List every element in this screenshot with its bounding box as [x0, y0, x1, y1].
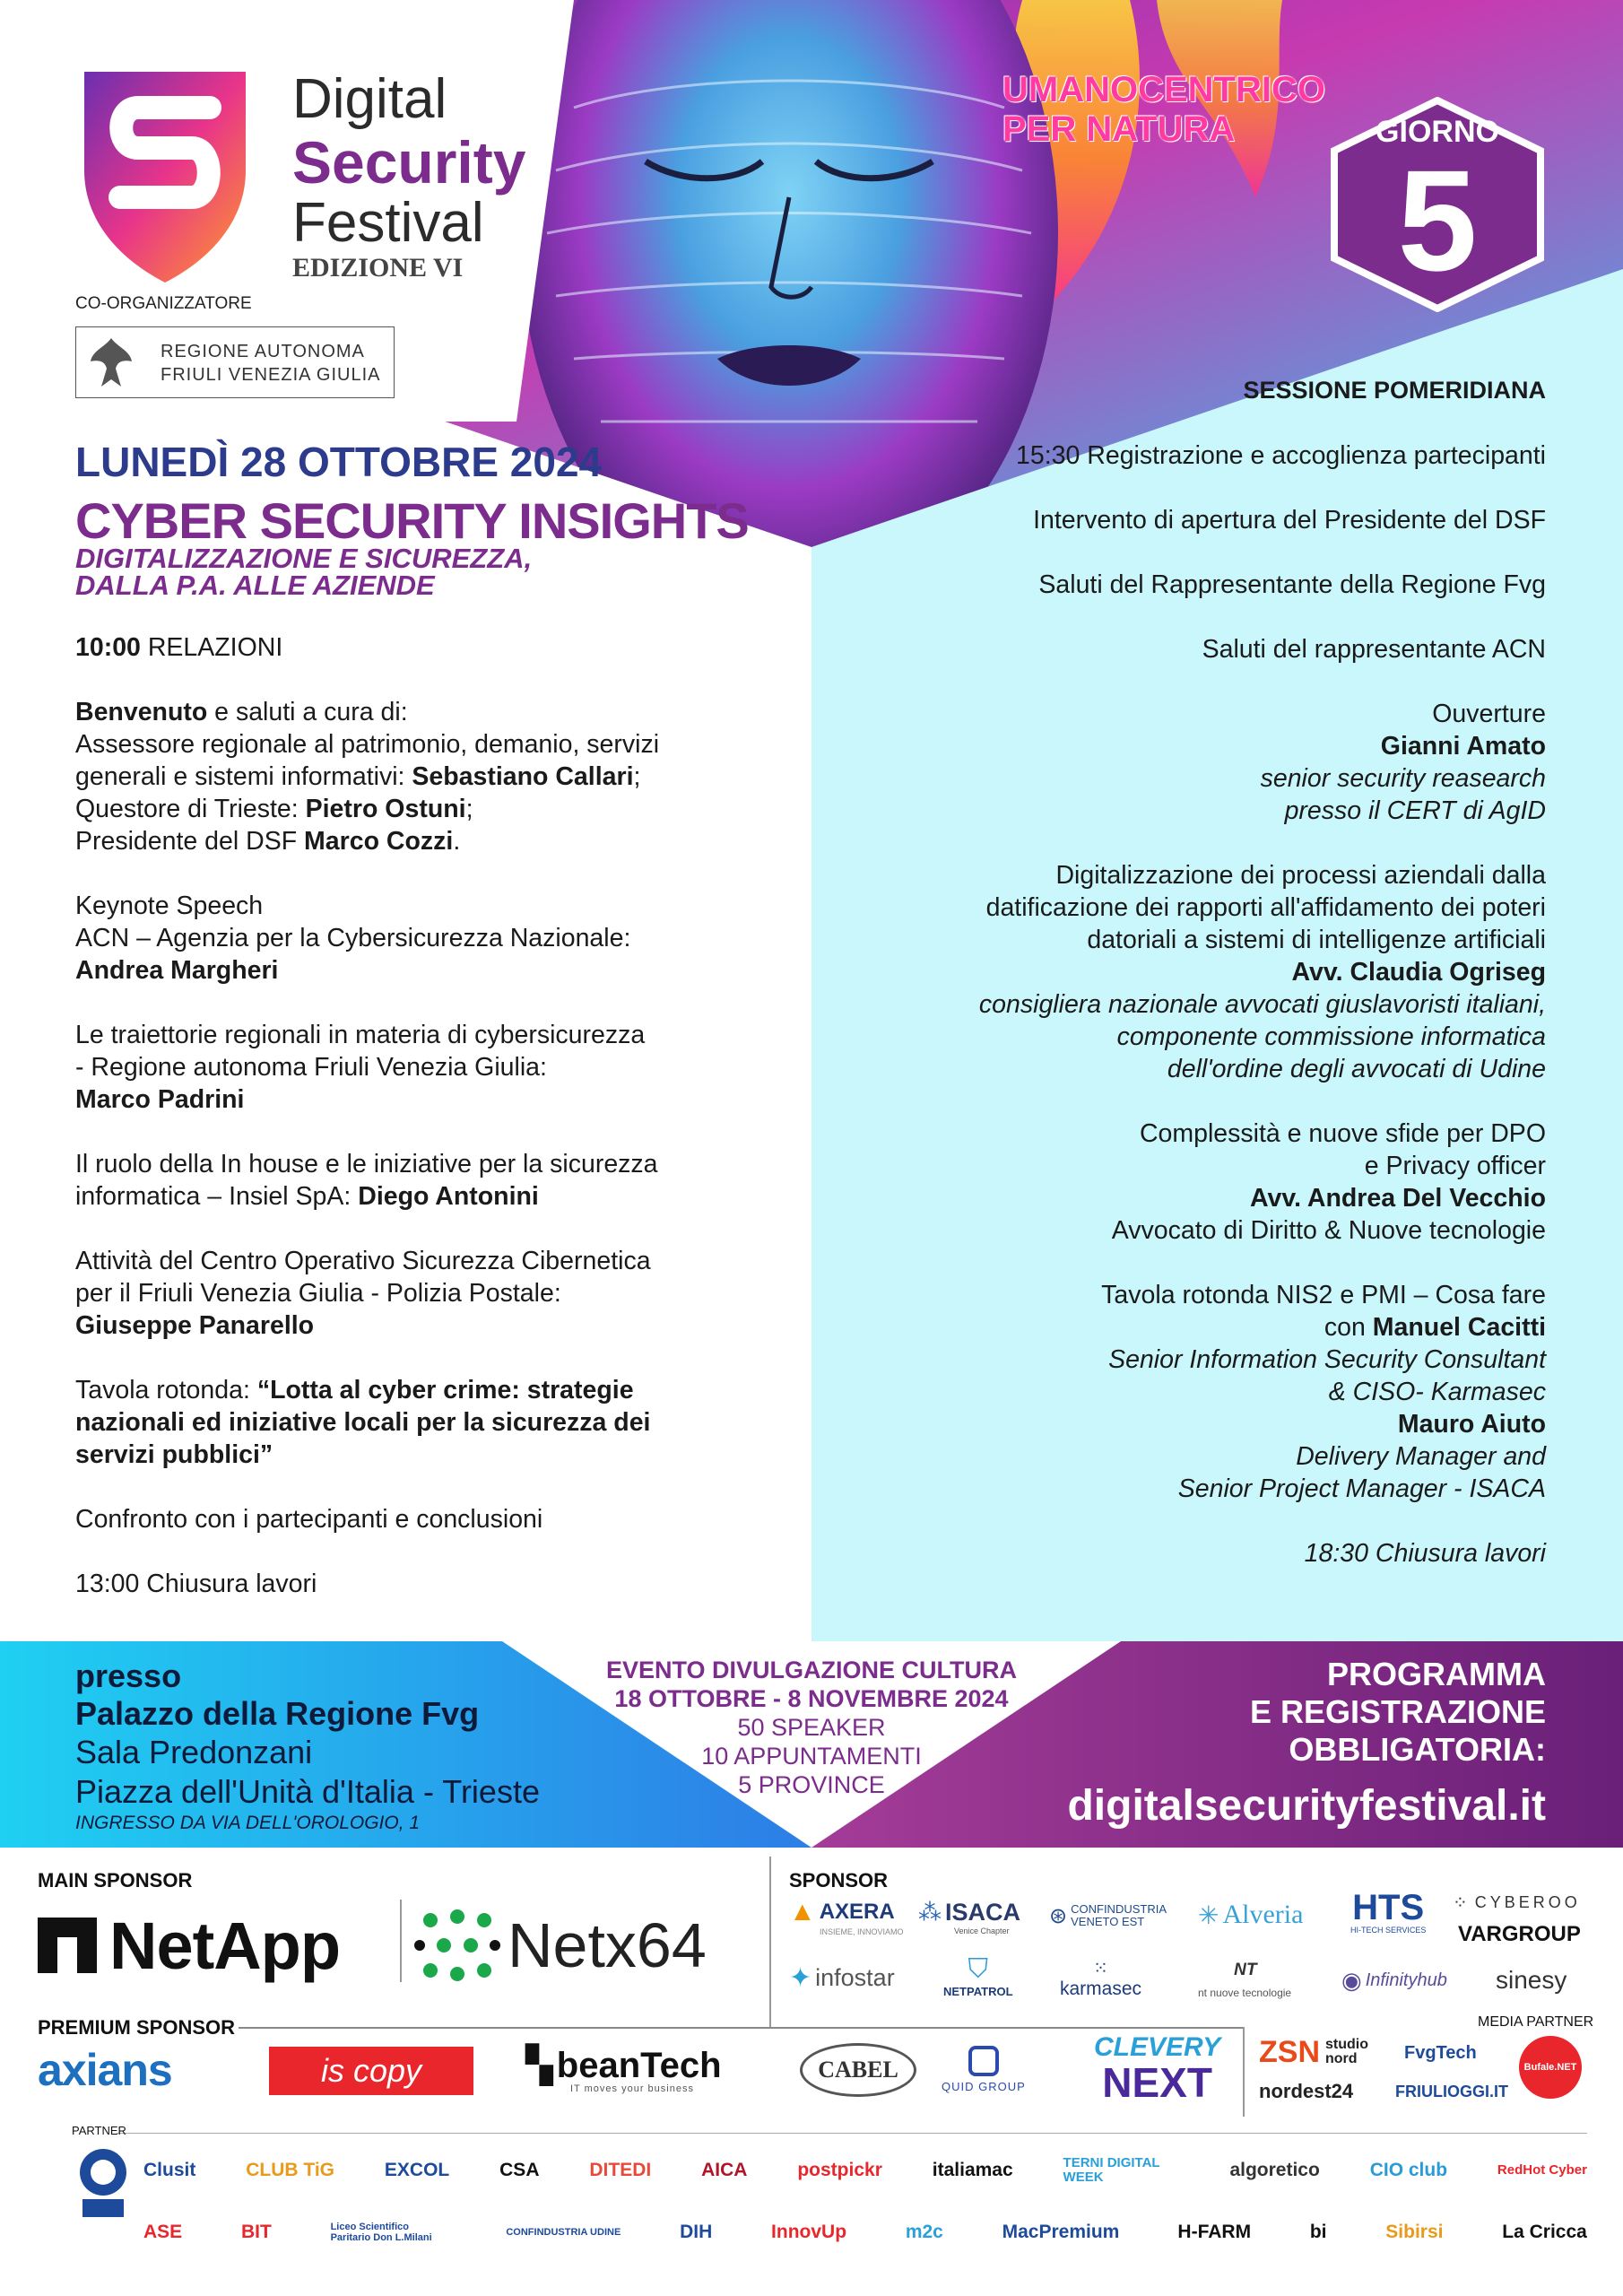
venue-place: Palazzo della Regione Fvg	[75, 1695, 480, 1732]
sponsor-label: SPONSOR	[789, 1869, 889, 1892]
welcome-l4c: ;	[465, 795, 473, 823]
beantech-logo	[525, 2043, 722, 2099]
partner-logo-innovup: InnovUp	[771, 2222, 847, 2243]
nt-icon: ᴺᵀ	[1233, 1959, 1256, 1987]
ouverture-role1	[793, 762, 1546, 795]
tavola-line1	[75, 1374, 793, 1406]
welcome-l3c: ;	[633, 762, 641, 791]
nis-l2a: con	[1324, 1313, 1373, 1342]
traj-line2: - Regione autonoma Friuli Venezia Giulia:	[75, 1053, 547, 1082]
alveria-logo	[1198, 1892, 1303, 1937]
speaker-callari: Sebastiano Callari	[412, 762, 634, 791]
speaker-ogriseg	[793, 956, 1546, 988]
welcome-line3	[75, 761, 793, 793]
tavola-l3: servizi pubblici”	[75, 1440, 273, 1469]
cyberoo-icon: ⁘	[1453, 1892, 1468, 1913]
premium-rule	[239, 2027, 1243, 2029]
axera-subtext: INSIEME, INNOVIAMO	[820, 1927, 904, 1936]
isaca-subtext: Venice Chapter	[954, 1926, 1010, 1935]
tavola-l1a: Tavola rotonda:	[75, 1376, 257, 1405]
partner-logo-italiamac: italiamac	[932, 2160, 1013, 2181]
tavola-l2: nazionali ed iniziative locali per la sicurezza dei	[75, 1408, 651, 1437]
aiuto-role1: Delivery Manager and	[1296, 1442, 1546, 1471]
cabel-text: CABEL	[818, 2057, 898, 2083]
confronto-line: Confronto con i partecipanti e conclusioni	[75, 1505, 543, 1534]
partner-logo-confindustria-udine: CONFINDUSTRIA UDINE	[506, 2226, 621, 2238]
welcome-bold: Benvenuto	[75, 698, 208, 726]
promo-block	[538, 1656, 1085, 1799]
fvgtech-logo	[1404, 2038, 1477, 2068]
venue-presso: presso	[75, 1657, 182, 1694]
day-number: 5	[1397, 140, 1478, 300]
event-subtitle	[75, 545, 532, 599]
isaca-icon: ⁂	[918, 1898, 942, 1926]
partner-logo-cio-club: CIO club	[1369, 2160, 1448, 2181]
dpo-line2: e Privacy officer	[1364, 1152, 1546, 1180]
netapp-text: NetApp	[109, 1908, 341, 1983]
partner-logo-csa: CSA	[499, 2160, 540, 2181]
speaker-ogriseg-name: Avv. Claudia Ogriseg	[1291, 958, 1546, 987]
partner-logo-redhot-cyber: RedHot Cyber	[1497, 2161, 1587, 2178]
dig-role3	[793, 1053, 1546, 1085]
inhouse-l2a: informatica – Insiel SpA:	[75, 1182, 359, 1211]
partner-logo-macpremium: MacPremium	[1002, 2222, 1120, 2243]
venue-room: Sala Predonzani	[75, 1734, 313, 1770]
axians-text: axians	[38, 2045, 172, 2095]
ogriseg-role3: dell'ordine degli avvocati di Udine	[1167, 1055, 1546, 1083]
afternoon-item3: Saluti del rappresentante ACN	[1202, 635, 1546, 664]
alveria-icon: ✳	[1198, 1900, 1219, 1929]
partner-logo-clusit: Clusit	[143, 2160, 196, 2181]
sponsor-divider-3	[1243, 2027, 1245, 2117]
eagle-icon	[87, 335, 135, 392]
netx64-icon	[412, 1909, 502, 1981]
venue-entrance: INGRESSO DA VIA DELL'OROLOGIO, 1	[75, 1813, 421, 1833]
infostar-text: infostar	[815, 1963, 895, 1991]
netpatrol-icon: ⛉	[968, 1953, 988, 1984]
welcome-line4	[75, 793, 793, 825]
nis-role3	[793, 1440, 1546, 1473]
infinityhub-icon: ◉	[1341, 1966, 1362, 1994]
inhouse-line2	[75, 1180, 793, 1213]
morning-program	[75, 631, 793, 1600]
speaker-padrini: Marco Padrini	[75, 1085, 245, 1114]
logo-word-festival: Festival	[292, 192, 484, 254]
partner-logo-ase: ASE	[143, 2222, 183, 2243]
promo-line2: 18 OTTOBRE - 8 NOVEMBRE 2024	[614, 1685, 1009, 1712]
axera-logo	[789, 1894, 904, 1939]
promo-line3: 50 SPEAKER	[737, 1714, 886, 1741]
cacitti-role1: Senior Information Security Consultant	[1108, 1345, 1546, 1374]
welcome-l3a: generali e sistemi informativi:	[75, 762, 412, 791]
registration-text: Registrazione e accoglienza partecipanti	[1080, 441, 1546, 470]
afternoon-closing	[793, 1537, 1546, 1570]
speaker-delvecchio-name: Avv. Andrea Del Vecchio	[1250, 1184, 1546, 1213]
dig-line2: datificazione dei rapporti all'affidamento dei poteri	[985, 893, 1546, 922]
shield-logo-icon	[75, 63, 255, 287]
dpo-role: Avvocato di Diritto & Nuove tecnologie	[1111, 1216, 1546, 1245]
sinesy-text: sinesy	[1496, 1966, 1567, 1994]
nis-line1: Tavola rotonda NIS2 e PMI – Cosa fare	[1101, 1281, 1546, 1309]
hts-text: HTS	[1352, 1888, 1425, 1927]
partner-logo-la-cricca: La Cricca	[1502, 2222, 1587, 2243]
quid-text: QUID GROUP	[942, 2079, 1026, 2093]
welcome-line1	[75, 696, 793, 728]
beantech-text: beanTech	[556, 2046, 722, 2085]
netx64-logo	[412, 1907, 707, 1984]
dig-line1: Digitalizzazione dei processi aziendali dalla	[1055, 861, 1546, 890]
cyberoo-text: CYBEROO	[1474, 1892, 1581, 1911]
event-date: LUNEDÌ 28 OTTOBRE 2024	[75, 439, 603, 485]
next-text: NEXT	[1102, 2059, 1212, 2106]
welcome-l5a: Presidente del DSF	[75, 827, 305, 856]
partner-logo-m2c: m2c	[905, 2222, 943, 2243]
promo-line5: 5 PROVINCE	[738, 1771, 885, 1798]
partner-logo-algoretico: algoretico	[1229, 2160, 1320, 2181]
clevery-text: CLEVERY	[1094, 2032, 1221, 2062]
centro-line1: Attività del Centro Operativo Sicurezza Cibernetica	[75, 1247, 651, 1275]
alveria-text: Alveria	[1222, 1900, 1304, 1929]
morning-time-line	[75, 631, 793, 664]
tagline-line1: UMANOCENTRICO	[1002, 70, 1325, 109]
speaker-margheri: Andrea Margheri	[75, 956, 279, 985]
nis-role1	[793, 1344, 1546, 1376]
logo-word-security: Security	[292, 129, 526, 196]
welcome-l5c: .	[453, 827, 461, 856]
axera-text: AXERA	[819, 1900, 895, 1924]
karmasec-text: karmasec	[1060, 1979, 1142, 1999]
afternoon-item2: Saluti del Rappresentante della Regione Fvg	[1038, 570, 1546, 599]
fvgtech-text: FvgTech	[1404, 2042, 1477, 2063]
bufale-text: Bufale.NET	[1523, 2062, 1577, 2073]
tavola-line3	[75, 1439, 793, 1471]
region-logo	[75, 326, 395, 398]
friulioggi-text: FRIULIOGGI.IT	[1395, 2082, 1508, 2100]
registration-line3: OBBLIGATORIA:	[1289, 1731, 1546, 1768]
karmasec-icon: ⁙	[1093, 1959, 1108, 1979]
afternoon-item1: Intervento di apertura del Presidente del DSF	[1033, 506, 1546, 535]
traj-speaker	[75, 1083, 793, 1116]
partner-logo-bi: bi	[1309, 2222, 1327, 2243]
partner-logo-terni-digital-week: TERNI DIGITAL WEEK	[1063, 2154, 1160, 2185]
axera-icon: ▲	[789, 1897, 816, 1926]
cyberoo-logo	[1453, 1889, 1581, 1916]
afternoon-heading: SESSIONE POMERIDIANA	[1243, 377, 1546, 404]
partner-row-2	[143, 2210, 1587, 2255]
edition-label: EDIZIONE VI	[292, 253, 464, 283]
day-badge	[1325, 97, 1549, 312]
nis-role2	[793, 1376, 1546, 1408]
registration-block	[1044, 1656, 1546, 1769]
tavola-l1b: “Lotta al cyber crime: strategie	[256, 1376, 634, 1405]
logo-word-digital: Digital	[292, 68, 447, 130]
bufale-logo	[1519, 2036, 1582, 2099]
netx64-text: Netx64	[508, 1910, 707, 1980]
partner-logo-dih: DIH	[680, 2222, 713, 2243]
partner-logo-h-farm: H-FARM	[1177, 2222, 1252, 2243]
zsn-logo	[1259, 2034, 1383, 2070]
dig-role1	[793, 988, 1546, 1021]
venue-address: Piazza dell'Unità d'Italia - Trieste	[75, 1773, 540, 1810]
partner-logo-excol: EXCOL	[384, 2160, 450, 2181]
morning-time-label: RELAZIONI	[140, 633, 283, 662]
afternoon-program	[793, 439, 1546, 1570]
registration-line2: E REGISTRAZIONE	[1249, 1693, 1546, 1730]
cabel-logo	[800, 2043, 916, 2097]
infostar-logo	[789, 1955, 895, 2000]
welcome-line5	[75, 825, 793, 857]
speaker-amato	[793, 730, 1546, 762]
nis-line2	[793, 1311, 1546, 1344]
speaker-cacitti: Manuel Cacitti	[1372, 1313, 1546, 1342]
clevery-logo	[1094, 2032, 1220, 2104]
partner-logo-sibirsi: Sibirsi	[1385, 2222, 1444, 2243]
nt-text: nt nuove tecnologie	[1198, 1987, 1292, 1999]
tagline-line2: PER NATURA	[1002, 109, 1236, 149]
vargroup-logo	[1458, 1919, 1581, 1950]
nordest24-text: nordest24	[1259, 2080, 1354, 2102]
quid-logo	[942, 2038, 1026, 2100]
speaker-amato-name: Gianni Amato	[1380, 732, 1546, 761]
event-subtitle-line1: DIGITALIZZAZIONE E SICUREZZA,	[75, 543, 533, 574]
centro-speaker	[75, 1309, 793, 1342]
region-name-line2: FRIULI VENEZIA GIULIA	[161, 365, 381, 385]
ecsm-icon	[74, 2145, 133, 2222]
netapp-icon	[38, 1918, 97, 1973]
ouverture-line1: Ouverture	[1432, 700, 1546, 728]
partner-row-1	[143, 2151, 1587, 2190]
traj-line1: Le traiettorie regionali in materia di cybersicurezza	[75, 1021, 646, 1049]
day-label: GIORNO	[1376, 115, 1499, 149]
infinityhub-text: Infinityhub	[1365, 1970, 1447, 1990]
website-link[interactable]: digitalsecurityfestival.it	[1067, 1782, 1546, 1830]
sponsor-divider-1	[400, 1900, 402, 1982]
partner-rule	[117, 2133, 1587, 2134]
aiuto-role2: Senior Project Manager - ISACA	[1177, 1474, 1546, 1503]
premium-sponsor-label: PREMIUM SPONSOR	[38, 2016, 236, 2039]
media-partner-label: MEDIA PARTNER	[1478, 2014, 1594, 2030]
promo-line4: 10 APPUNTAMENTI	[701, 1743, 922, 1770]
speaker-antonini: Diego Antonini	[358, 1182, 539, 1211]
partner-logo-postpickr: postpickr	[797, 2160, 882, 2181]
confindustria-text: CONFINDUSTRIA VENETO EST	[1071, 1902, 1167, 1928]
ouverture-role2	[793, 795, 1546, 827]
partner-label: PARTNER	[72, 2124, 126, 2137]
keynote-line2: ACN – Agenzia per la Cybersicurezza Nazionale:	[75, 924, 631, 952]
confindustria-icon: ⊛	[1049, 1903, 1068, 1928]
welcome-rest: e saluti a cura di:	[207, 698, 408, 726]
netpatrol-logo	[943, 1948, 1013, 2004]
registration-line1: PROGRAMMA	[1327, 1656, 1546, 1692]
partner-logo-bit: BIT	[240, 2222, 272, 2243]
keynote-speaker	[75, 954, 793, 987]
netapp-logo	[38, 1907, 340, 1984]
karmasec-logo	[1060, 1955, 1141, 2004]
cacitti-role2: & CISO- Karmasec	[1328, 1378, 1546, 1406]
partner-logo-liceo-scientifico-paritario-don-l-milani: Liceo Scientifico Paritario Don L.Milani	[330, 2221, 432, 2243]
speaker-aiuto	[793, 1408, 1546, 1440]
welcome-l4a: Questore di Trieste:	[75, 795, 306, 823]
partner-logo-ditedi: DITEDI	[589, 2160, 652, 2181]
zsn-text: ZSN	[1259, 2034, 1320, 2069]
infinityhub-logo	[1341, 1961, 1447, 2000]
ogriseg-role2: componente commissione informatica	[1116, 1022, 1546, 1051]
morning-closing: 13:00 Chiusura lavori	[75, 1570, 317, 1598]
nis-role4	[793, 1473, 1546, 1505]
amato-role1: senior security reasearch	[1260, 764, 1546, 793]
morning-time: 10:00	[75, 633, 141, 662]
netpatrol-text: NETPATROL	[943, 1984, 1013, 1998]
speaker-delvecchio	[793, 1182, 1546, 1214]
nt-logo	[1198, 1955, 1291, 2004]
centro-line2: per il Friuli Venezia Giulia - Polizia Postale:	[75, 1279, 561, 1308]
isaca-text: ISACA	[945, 1898, 1021, 1926]
sinesy-logo	[1496, 1961, 1567, 2000]
vargroup-text: VARGROUP	[1458, 1922, 1581, 1946]
speaker-cozzi: Marco Cozzi	[304, 827, 454, 856]
partner-logo-aica: AICA	[701, 2160, 748, 2181]
ecsm-logo	[72, 2144, 135, 2224]
isaca-logo	[918, 1892, 1020, 1941]
infostar-icon: ✦	[789, 1962, 812, 1993]
event-subtitle-line2: DALLA P.A. ALLE AZIENDE	[75, 570, 435, 601]
nordest24-logo	[1259, 2075, 1353, 2108]
speaker-aiuto-name: Mauro Aiuto	[1397, 1410, 1546, 1439]
afternoon-closing-text: 18:30 Chiusura lavori	[1304, 1539, 1546, 1568]
axians-logo	[38, 2045, 172, 2095]
event-title: CYBER SECURITY INSIGHTS	[75, 492, 749, 549]
studionord-text: studio nord	[1325, 2037, 1368, 2066]
friulioggi-logo	[1395, 2077, 1508, 2106]
inhouse-line1: Il ruolo della In house e le iniziative per la sicurezza	[75, 1150, 658, 1178]
promo-line1: EVENTO DIVULGAZIONE CULTURA	[605, 1657, 1017, 1683]
hts-subtext: HI-TECH SERVICES	[1350, 1926, 1427, 1935]
venue-block	[75, 1657, 540, 1835]
partner-logo-club-tig: CLUB TiG	[246, 2160, 335, 2181]
region-name-line1: REGIONE AUTONOMA	[161, 342, 365, 361]
tagline	[1002, 70, 1325, 149]
iscopy-text: is copy	[320, 2052, 422, 2089]
main-sponsor-label: MAIN SPONSOR	[38, 1869, 193, 1892]
dig-role2	[793, 1021, 1546, 1053]
sponsor-divider-2	[769, 1857, 771, 2027]
coorganizer-label: CO-ORGANIZZATORE	[75, 294, 252, 313]
festival-logo	[75, 63, 577, 305]
dig-line3: datoriali a sistemi di intelligenze artificiali	[1087, 926, 1546, 954]
hts-logo	[1350, 1887, 1426, 1937]
registration-line	[793, 439, 1546, 472]
welcome-line2: Assessore regionale al patrimonio, demanio, servizi	[75, 730, 660, 759]
speaker-ostuni: Pietro Ostuni	[305, 795, 466, 823]
beantech-icon: ▚	[525, 2046, 553, 2085]
tavola-line2	[75, 1406, 793, 1439]
ogriseg-role1: consigliera nazionale avvocati giuslavoristi italiani,	[978, 990, 1546, 1019]
afternoon-time: 15:30	[1016, 441, 1081, 470]
iscopy-logo	[269, 2047, 473, 2095]
confindustria-logo	[1049, 1891, 1169, 1941]
beantech-subtext: IT moves your business	[570, 2083, 694, 2094]
speaker-panarello: Giuseppe Panarello	[75, 1311, 315, 1340]
keynote-line1: Keynote Speech	[75, 891, 264, 920]
amato-role2: presso il CERT di AgID	[1284, 796, 1546, 825]
quid-icon	[968, 2046, 999, 2076]
dpo-line1: Complessità e nuove sfide per DPO	[1139, 1119, 1546, 1148]
